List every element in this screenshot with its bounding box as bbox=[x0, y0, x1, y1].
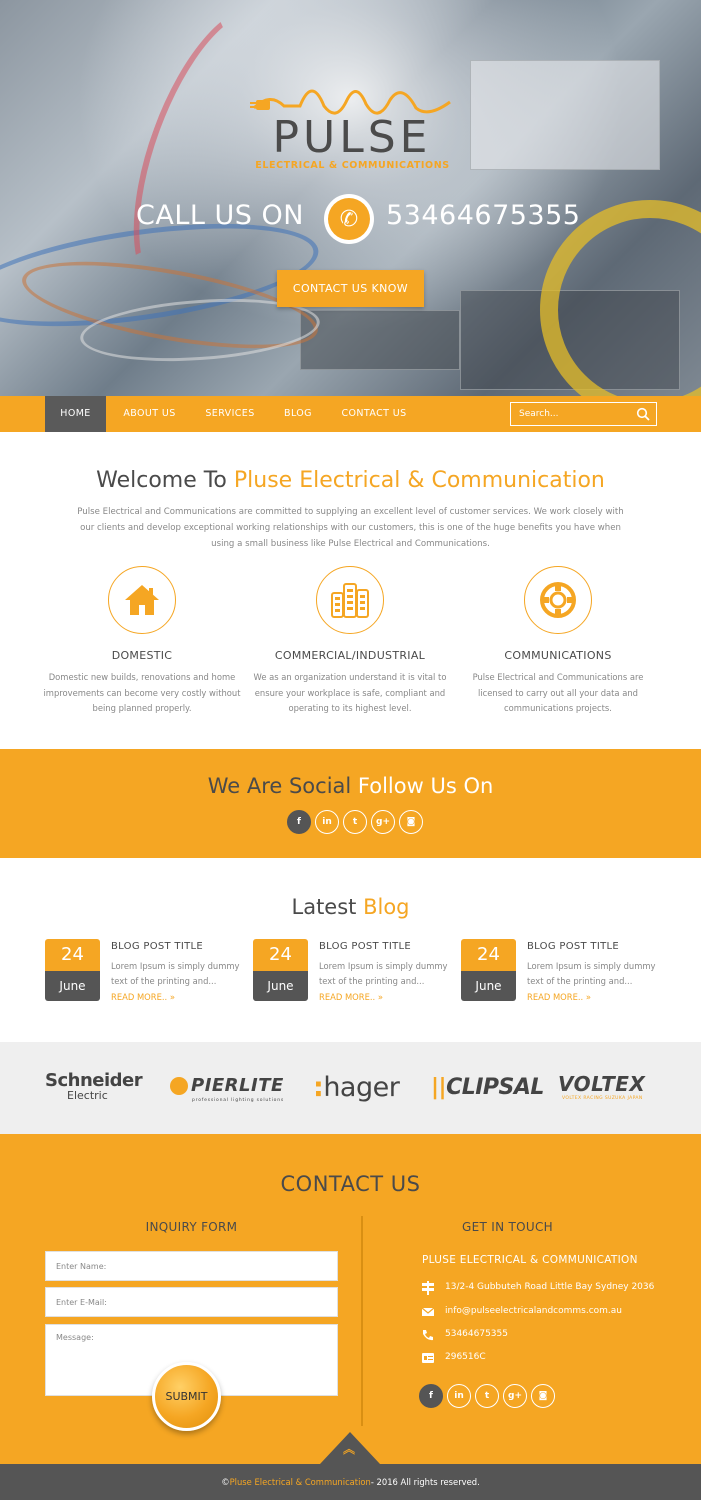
search-icon[interactable] bbox=[636, 407, 650, 421]
search-input[interactable] bbox=[511, 403, 631, 425]
voltex-logo[interactable] bbox=[558, 1072, 645, 1108]
brand-logos-strip bbox=[0, 1042, 701, 1134]
google-plus-icon[interactable]: g+ bbox=[503, 1384, 527, 1408]
blog-post bbox=[253, 939, 453, 1003]
voltex-logo-text: VOLTEX bbox=[558, 1072, 646, 1096]
social-heading-plain: We Are Social bbox=[207, 774, 358, 798]
name-field[interactable] bbox=[45, 1251, 338, 1281]
nav-item-contact-us[interactable]: CONTACT US bbox=[341, 408, 407, 419]
facebook-icon[interactable]: f bbox=[419, 1384, 443, 1408]
pierlite-logo-text: PIERLITE bbox=[191, 1075, 284, 1096]
pierlite-logo-tagline: professional lighting solutions bbox=[192, 1098, 285, 1103]
social-heading bbox=[0, 774, 701, 798]
inquiry-form-title: INQUIRY FORM bbox=[145, 1220, 238, 1234]
post-excerpt: Lorem Ipsum is simply dummy text of the printing and... bbox=[527, 961, 656, 986]
contact-section bbox=[0, 1134, 701, 1464]
service-description: Pulse Electrical and Communications are licensed to carry out all your data and communications projects. bbox=[472, 672, 644, 713]
contact-heading: CONTACT US bbox=[280, 1172, 421, 1196]
id-card-icon bbox=[421, 1351, 435, 1365]
blog-post bbox=[461, 939, 661, 1003]
hero-banner bbox=[0, 0, 701, 396]
email-field[interactable] bbox=[45, 1287, 338, 1317]
schneider-logo-subtext: Electric bbox=[67, 1089, 108, 1102]
license-text: 296516C bbox=[445, 1352, 486, 1362]
welcome-heading bbox=[0, 468, 701, 493]
contact-address bbox=[421, 1280, 681, 1296]
post-excerpt: Lorem Ipsum is simply dummy text of the printing and... bbox=[111, 961, 240, 986]
company-name: PLUSE ELECTRICAL & COMMUNICATION bbox=[422, 1254, 638, 1266]
logo-tagline: ELECTRICAL & COMMUNICATIONS bbox=[255, 160, 450, 171]
post-month: June bbox=[253, 971, 308, 1001]
post-excerpt: Lorem Ipsum is simply dummy text of the printing and... bbox=[319, 961, 448, 986]
submit-button[interactable]: SUBMIT bbox=[152, 1362, 221, 1431]
linkedin-icon[interactable]: in bbox=[447, 1384, 471, 1408]
hager-logo-mark: : bbox=[313, 1072, 324, 1103]
read-more-link[interactable]: READ MORE.. » bbox=[111, 992, 175, 1002]
voltex-logo-tagline: VOLTEX RACING SUZUKA JAPAN bbox=[562, 1096, 643, 1101]
contact-license bbox=[421, 1350, 681, 1366]
house-icon bbox=[108, 566, 176, 634]
post-month: June bbox=[461, 971, 516, 1001]
post-date-badge bbox=[253, 939, 308, 1001]
email-text[interactable]: info@pulseelectricalandcomms.com.au bbox=[445, 1306, 623, 1316]
hager-logo[interactable] bbox=[313, 1072, 399, 1108]
social-heading-highlight: Follow Us On bbox=[357, 774, 494, 798]
main-navigation bbox=[0, 396, 701, 432]
signpost-icon bbox=[421, 1281, 435, 1295]
double-chevron-up-icon[interactable]: ︽ bbox=[343, 1442, 356, 1456]
blog-heading bbox=[0, 895, 701, 919]
address-text: 13/2-4 Gubbuteh Road Little Bay Sydney 2036 bbox=[445, 1282, 655, 1292]
instagram-icon[interactable]: ◙ bbox=[399, 810, 423, 834]
hero-phone-number[interactable]: 53464675355 bbox=[386, 200, 581, 231]
call-us-banner bbox=[0, 194, 701, 244]
clipsal-logo-mark: || bbox=[431, 1075, 447, 1100]
logo-wordmark: PULSE bbox=[272, 112, 432, 163]
contact-us-button[interactable]: CONTACT US KNOW bbox=[277, 270, 424, 307]
post-day: 24 bbox=[253, 939, 308, 971]
post-date-badge bbox=[45, 939, 100, 1001]
hero-terminal-decor bbox=[300, 310, 460, 370]
phone-text[interactable]: 53464675355 bbox=[445, 1329, 508, 1339]
service-title: COMMERCIAL/INDUSTRIAL bbox=[274, 649, 426, 662]
contact-email bbox=[421, 1304, 681, 1320]
get-in-touch-title: GET IN TOUCH bbox=[462, 1220, 553, 1234]
site-logo[interactable] bbox=[250, 78, 455, 173]
nav-item-blog[interactable]: BLOG bbox=[284, 408, 312, 419]
post-date-badge bbox=[461, 939, 516, 1001]
post-month: June bbox=[45, 971, 100, 1001]
google-plus-icon[interactable]: g+ bbox=[371, 810, 395, 834]
clipsal-logo[interactable] bbox=[431, 1075, 544, 1111]
service-title: COMMUNICATIONS bbox=[504, 649, 612, 662]
pierlite-dot-icon bbox=[170, 1077, 188, 1095]
envelope-icon bbox=[421, 1305, 435, 1319]
service-description: Domestic new builds, renovations and home improvements can become very costly without being planned properly. bbox=[43, 672, 241, 713]
post-title[interactable]: BLOG POST TITLE bbox=[111, 941, 203, 952]
schneider-logo[interactable] bbox=[45, 1070, 142, 1106]
nav-item-home[interactable]: HOME bbox=[45, 396, 106, 432]
search-box bbox=[510, 402, 657, 426]
read-more-link[interactable]: READ MORE.. » bbox=[527, 992, 591, 1002]
phone-icon: ✆ bbox=[324, 194, 374, 244]
instagram-icon[interactable]: ◙ bbox=[531, 1384, 555, 1408]
social-section bbox=[0, 749, 701, 858]
read-more-link[interactable]: READ MORE.. » bbox=[319, 992, 383, 1002]
blog-post bbox=[45, 939, 245, 1003]
welcome-text: Pulse Electrical and Communications are committed to supplying an excellent level of customer services. We work closely with our clients and develop exceptional working relationships with our customers, this is one of the huge benefits you have when using a small business like Pulse Electrical and Communications. bbox=[77, 507, 624, 549]
facebook-icon[interactable]: f bbox=[287, 810, 311, 834]
clipsal-logo-text: CLIPSAL bbox=[446, 1075, 544, 1100]
nav-item-about-us[interactable]: ABOUT US bbox=[123, 408, 176, 419]
blog-heading-highlight: Blog bbox=[363, 895, 410, 919]
post-day: 24 bbox=[461, 939, 516, 971]
nav-item-services[interactable]: SERVICES bbox=[205, 408, 255, 419]
service-title: DOMESTIC bbox=[111, 649, 173, 662]
post-title[interactable]: BLOG POST TITLE bbox=[319, 941, 411, 952]
linkedin-icon[interactable]: in bbox=[315, 810, 339, 834]
footer bbox=[0, 1464, 701, 1500]
hero-panel-decor bbox=[470, 60, 660, 170]
contact-divider bbox=[361, 1216, 363, 1426]
welcome-heading-highlight: Pluse Electrical & Communication bbox=[233, 468, 605, 493]
buildings-icon bbox=[316, 566, 384, 634]
welcome-heading-plain: Welcome To bbox=[96, 468, 234, 493]
hager-logo-text: hager bbox=[323, 1072, 400, 1103]
lifebuoy-icon bbox=[524, 566, 592, 634]
twitter-icon[interactable]: t bbox=[343, 810, 367, 834]
blog-heading-plain: Latest bbox=[291, 895, 364, 919]
schneider-logo-text: Schneider bbox=[45, 1070, 143, 1091]
service-description: We as an organization understand it is vital to ensure your workplace is safe, compliant and operating to its highest level. bbox=[253, 672, 447, 713]
footer-company-link[interactable]: Pluse Electrical & Communication bbox=[229, 1477, 371, 1487]
twitter-icon[interactable]: t bbox=[475, 1384, 499, 1408]
phone-icon bbox=[421, 1328, 435, 1342]
contact-phone bbox=[421, 1327, 681, 1343]
copyright-symbol: © bbox=[221, 1477, 230, 1487]
footer-rights-text: - 2016 All rights reserved. bbox=[370, 1477, 480, 1487]
post-day: 24 bbox=[45, 939, 100, 971]
contact-social-links bbox=[419, 1384, 555, 1408]
call-us-label: CALL US ON bbox=[136, 200, 304, 231]
social-links bbox=[287, 810, 423, 834]
post-title[interactable]: BLOG POST TITLE bbox=[527, 941, 619, 952]
